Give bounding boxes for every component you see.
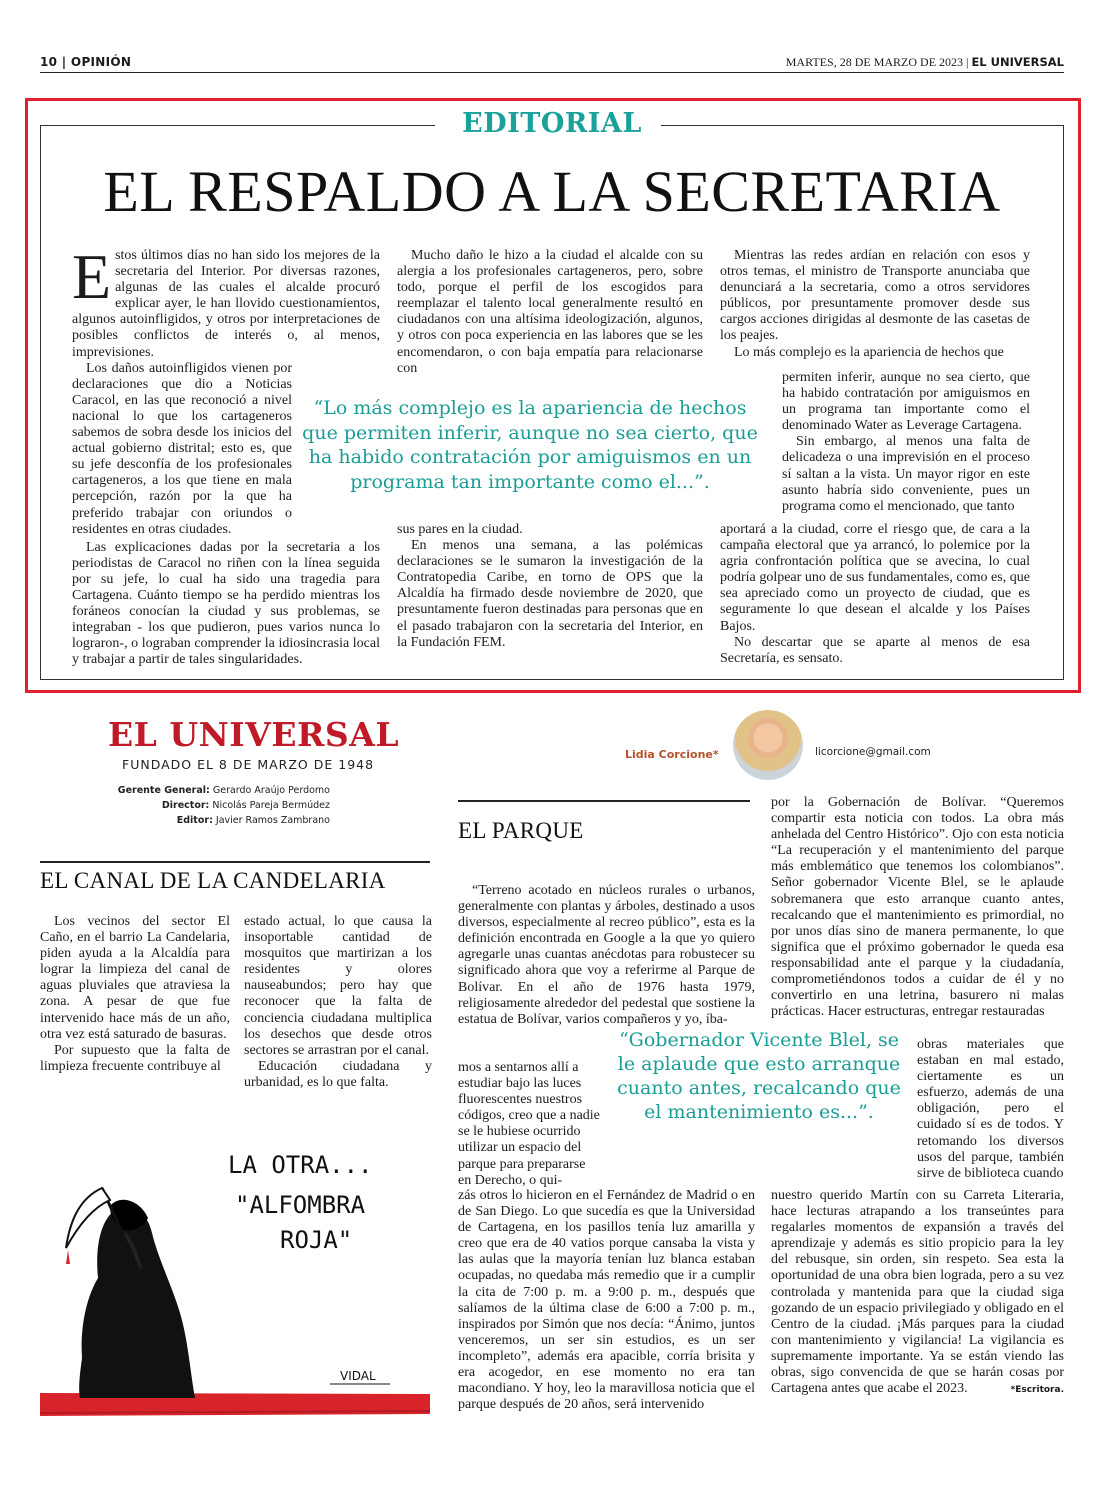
editorial-paragraph: aportará a la ciudad, corre el riesgo que, de cara a la campaña electoral que ya arrancó, lo polemice por la agria confrontación política que se avecina, lo cual podría golpear uno de sus fundamentales, como es, que sea apreciado como un proyecto de ciudad, que es seguramente lo que desean el alcalde y los Países Bajos.	[720, 522, 1030, 634]
parque-pullquote: “Gobernador Vicente Blel, se le aplaude que esto arranque cuanto antes, recalcando que el mantenimiento es...”.	[617, 1029, 901, 1123]
staff-role: Gerente General:	[117, 785, 210, 796]
parque-paragraph: “Terreno acotado en núcleos rurales o urbanos, generalmente con plantas y árboles, destinado a usos diversos, especialmente al recreo público”, esta es la definición encontrada en Google a la que yo quiero agregarle unas cuantas anécdotas para robustecer su significado ahora que voy a referirme al Parque de Bolívar. En el año de 1976 hasta 1979, religiosamente alrededor del pedestal que sostiene la estatua de Bolívar, varios compañeros y yo, íba-	[458, 883, 755, 1027]
page-date: MARTES, 28 DE MARZO DE 2023 |	[785, 55, 969, 69]
parque-column-1-top	[458, 883, 755, 1028]
canal-paragraph: Los vecinos del sector El Caño, en el barrio La Candelaria, piden ayuda a la Alcaldía para lograr la limpieza del canal de aguas pluviales que atraviesa la zona. A pesar de que fue intervenido hace más de un año, otra vez está saturado de basuras.	[40, 914, 230, 1042]
column-author: Lidia Corcione*	[625, 748, 719, 761]
editorial-paragraph: Sin embargo, al menos una falta de delicadeza o una imprevisión en el proceso sí saltan a la vista. Un mayor rigor en este asunto habría sido conveniente, pues un programa como el mencionado, que tanto	[782, 434, 1030, 514]
cartoon-caption-line2: "ALFOMBRA	[235, 1191, 366, 1219]
editorial-paragraph: Lo más complejo es la apariencia de hechos que	[734, 344, 1004, 360]
editorial-column-2-top	[397, 248, 703, 377]
editorial-cartoon	[40, 1108, 430, 1443]
parque-paragraph: nuestro querido Martín con su Carreta Literaria, hace lecturas atrapando a los transeúntes para regalarles momentos de expansión a través del aprendizaje y además es sitio propicio para la ley del rebusque, sin orden, sin respeto. Sea esta la oportunidad de una obra bien lograda, pero a su vez controlada y mantenida para que la ciudad siga gozando de un espacio privilegiado y obligado en el Centro de la ciudad. ¡Más parques para la ciudad con mantenimiento y vigilancia! La vigilancia es supremamente importante. Ya se están viendo las obras, sigo convencida de que se harán cosas por Cartagena antes que acabe el 2023.	[771, 1188, 1064, 1397]
editorial-paragraph: sus pares en la ciudad.	[397, 522, 523, 537]
editorial-paragraph: Los daños autoinfligidos vienen por declaraciones que dio a Noticias Caracol, en las que reconoció a nivel nacional lo que los cartageneros sabemos de sobra desde los inicios del actual gobierno distrital; esto es, que su jefe desconfía de los profesionales cartageneros, a los que tiene en mala percepción, razón por la que ha preferido trabajar con oriundos o residentes en otras ciudades.	[72, 360, 292, 537]
canal-rule	[40, 861, 430, 863]
editorial-column-2-bottom	[397, 522, 703, 651]
staff-name: Javier Ramos Zambrano	[215, 815, 330, 826]
canal-column-1	[40, 914, 230, 1075]
author-avatar	[733, 710, 803, 780]
editorial-dropcap: E	[72, 241, 112, 312]
author-email[interactable]: licorcione@gmail.com	[815, 746, 931, 758]
parque-rule	[458, 800, 750, 802]
editorial-paragraph: Mientras las redes ardían en relación con esos y otros temas, el ministro de Transporte anunciaba que denunciará a la secretaria, como a otros servidores públicos, por presuntamente promover desde sus cargos acciones dirigidas al desmonte de las casetas de los peajes.	[720, 248, 1030, 344]
editorial-paragraph: stos últimos días no han sido los mejores de la secretaria del Interior. Por diversas razones, algunas de las cuales el alcalde procuró explicar ayer, le han llovido cuestionamientos, algunos autoinfligidos, y otros por interpretaciones de posibles conflictos de interés o, al menos, imprevisiones.	[72, 248, 380, 360]
paper-name-header: EL UNIVERSAL	[971, 55, 1064, 69]
staff-line	[40, 813, 330, 828]
editorial-paragraph: permiten inferir, aunque no sea cierto, que ha habido contratación por amiguismos en un programa tan importante como el denominado Water as Leverage Cartagena.	[782, 370, 1030, 434]
staff-role: Editor:	[176, 815, 213, 826]
cartoon-blood-drop	[66, 1250, 70, 1264]
canal-title: EL CANAL DE LA CANDELARIA	[40, 868, 386, 893]
editorial-paragraph: Las explicaciones dadas por la secretaria a los periodistas de Caracol no riñen con la línea seguida por su jefe, lo cual ha sido una tragedia para Cartagena. Cuánto tiempo se ha perdido mientras los foráneos conocían la ciudad y sus problemas, se integraban - los que pudieron, pues varios nunca lo lograron-, o lograban comprender la idiosincrasia local y trabajar a partir de tales singularidades.	[72, 539, 380, 668]
parque-paragraph: mos a sentarnos allí a estudiar bajo las luces fluorescentes nuestros códigos, creo que a nadie se le hubiese ocurrido utilizar un espacio del parque para prepararse en Derecho, o qui-	[458, 1060, 600, 1188]
staff-name: Nicolás Pareja Bermúdez	[212, 800, 330, 811]
editorial-paragraph: En menos una semana, a las polémicas declaraciones se le sumaron la investigación de la Contratopedia Caribe, en torno de OPS que la Alcaldía ha firmado desde noviembre de 2020, que presuntamente fueron destinadas para personas que en el pasado trabajaron con la secretaria del Interior, en la Fundación FEM.	[397, 538, 703, 650]
editorial-column-3-middle	[782, 370, 1030, 515]
canal-paragraph: Por supuesto que la falta de limpieza frecuente contribuye al	[40, 1042, 230, 1074]
editorial-paragraph: Mucho daño le hizo a la ciudad el alcalde con su alergia a los profesionales cartageneros, pero, sobre todo, porque el perfil de los escogidos para reemplazar el talento local generalmente resultó en ciudadanos con una altísima ideologización, algunos, y otros con poca experiencia en las labores que se les encomendaron, o con baja empatía para relacionarse con	[397, 248, 703, 376]
masthead-founded: FUNDADO EL 8 DE MARZO DE 1948	[122, 757, 375, 772]
staff-line	[40, 798, 330, 813]
editorial-paragraph: No descartar que se aparte al menos de esa Secretaría, es sensato.	[720, 634, 1030, 666]
canal-paragraph: estado actual, lo que causa la insoportable cantidad de mosquitos que martirizan a los residentes y olores nauseabundos; pero hay que reconocer que la falta de conciencia ciudadana multiplica los desechos que desde otros sectores se arrastran por el canal.	[244, 914, 432, 1058]
page-date-line	[786, 55, 1064, 70]
parque-column-2-middle	[917, 1037, 1064, 1182]
canal-column-2	[244, 914, 432, 1091]
parque-column-1-middle	[458, 1060, 600, 1189]
parque-column-1-bottom	[458, 1188, 755, 1413]
page-section-label: 10 | OPINIÓN	[40, 55, 132, 69]
cartoon-caption-line3: ROJA"	[280, 1226, 353, 1254]
staff-role: Director:	[161, 800, 210, 811]
editorial-column-3-top	[720, 248, 1030, 361]
canal-paragraph: Educación ciudadana y urbanidad, es lo que falta.	[244, 1058, 432, 1090]
parque-column-2-top	[771, 795, 1064, 1020]
cartoon-signature: VIDAL	[340, 1369, 376, 1383]
masthead-logo: EL UNIVERSAL	[108, 715, 400, 754]
editorial-column-3-bottom	[720, 522, 1030, 667]
editorial-kicker: EDITORIAL	[462, 108, 642, 139]
cartoon-caption-line1: LA OTRA...	[228, 1151, 373, 1179]
cartoon-reaper-figure	[79, 1207, 195, 1398]
parque-paragraph: zás otros lo hicieron en el Fernández de Madrid o en de San Diego. Lo que sucedía es que la Universidad de Cartagena, en los pasillos tenía luz amarilla y creo que era de 40 vatios porque cansaba la vista y las aulas que la mayoría tenían luz blanca estaban ocupadas, no quedaba más remedio que ir a cumplir la cita de 7:00 p. m. a 9:00 p. m., después que salíamos de la última clase de 6:00 a 7:00 p. m., inspirados por Simón que nos decía: “Ánimo, juntos venceremos, un ser sin estudios, es un ser incompleto”, además era apacible, corría brisita y era acogedor, en ese momento no era tan macondiano. Y hoy, leo la maravillosa noticia que el parque después de 20 años, será intervenido	[458, 1188, 755, 1413]
parque-paragraph: obras materiales que estaban en mal estado, ciertamente es un esfuerzo, además de una obligación, pero el cuidado sí es de todos. Y retomando los diversos usos del parque, también sirve de biblioteca cuando	[917, 1037, 1064, 1181]
staff-name: Gerardo Araújo Perdomo	[212, 785, 330, 796]
author-signoff: *Escritora.	[1010, 1385, 1064, 1395]
staff-line	[40, 783, 330, 798]
header-rule	[40, 72, 1064, 73]
masthead-staff	[40, 783, 330, 828]
editorial-headline: EL RESPALDO A LA SECRETARIA	[103, 159, 1001, 224]
parque-column-2-bottom	[771, 1188, 1064, 1397]
parque-paragraph: por la Gobernación de Bolívar. “Queremos compartir esta noticia con todos. La obra más anhelada del Centro Histórico”. Ojo con esta noticia “La recuperación y el mantenimiento del parque más emblemático que tenemos los colombianos”. Señor gobernador Vicente Blel, se le aplaude sobremanera que esto arranque cuanto antes, recalcando que el mantenimiento es primordial, no por unos días sino de manera permanente, lo que significa que el próximo gobernador le queda esa responsabilidad ante el parque y la ciudadanía, comprometiéndonos todos a cuidar de él y no convertirlo en una letrina, basurero ni malas prácticas. Hacer estructuras, entregar restauradas	[771, 795, 1064, 1020]
parque-title: EL PARQUE	[458, 818, 584, 843]
editorial-pullquote: “Lo más complejo es la apariencia de hechos que permiten inferir, aunque no sea cierto, que ha habido contratación por amiguismos en un programa tan importante como el...”.	[302, 397, 758, 493]
